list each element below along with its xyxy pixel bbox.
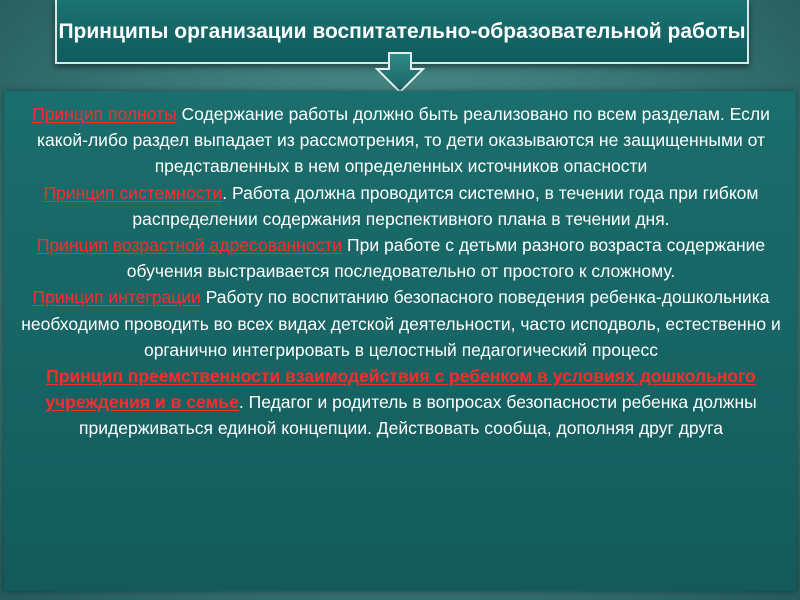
principle-item-5: [12, 363, 790, 442]
principle-text: Педагог и родитель в вопросах безопасности ребенка должны придерживаться единой концепции. Действовать сообща, дополняя друг друга: [79, 392, 757, 439]
principle-separator: .: [222, 182, 228, 203]
down-arrow-icon: [375, 52, 425, 94]
principle-text: При работе с детьми разного возраста содержание обучения выстраивается последовательно от простого к сложному.: [126, 235, 766, 282]
slide-title: Принципы организации воспитательно-образовательной работы: [58, 19, 746, 43]
principle-text: Содержание работы должно быть реализовано по всем разделам. Если какой-либо раздел выпадает из рассмотрения, то дети оказываются не защищенными от представленных в нем определенных источников опасности: [37, 104, 770, 177]
principle-separator: .: [238, 392, 244, 413]
principle-item-3: [12, 232, 790, 284]
principle-heading: Принцип преемственности взаимодействия с ребенком в условиях дошкольного учреждения и в семье: [45, 366, 756, 413]
principle-heading: Принцип полноты: [32, 104, 177, 124]
principle-text: Работу по воспитанию безопасного поведения ребенка-дошкольника необходимо проводить во всех видах детской деятельности, часто исподволь, естественно и органично интегрировать в целостный педагогический процесс: [21, 287, 781, 360]
principle-item-1: [12, 101, 790, 180]
principle-heading: Принцип интеграции: [32, 287, 201, 308]
principle-item-4: [12, 284, 790, 363]
principles-panel: [4, 91, 796, 591]
principle-heading: Принцип возрастной адресованности: [36, 235, 343, 256]
principle-heading: Принцип системности: [43, 182, 223, 203]
principle-item-2: [12, 180, 790, 232]
principle-text: Работа должна проводится системно, в течении года при гибком распределении содержания перспективного плана в течении дня.: [132, 182, 759, 229]
